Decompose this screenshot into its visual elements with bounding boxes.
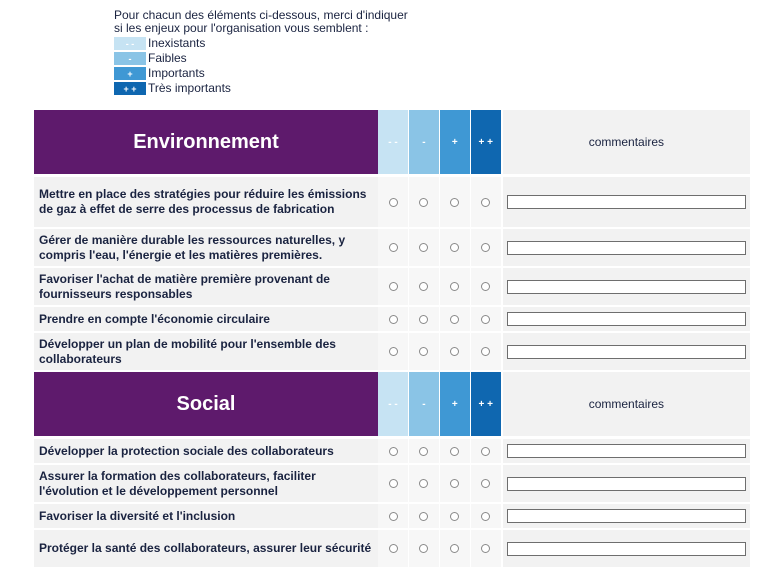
option-cell — [440, 439, 470, 463]
comment-input[interactable] — [507, 280, 746, 294]
option-cell — [409, 504, 439, 528]
radio-tres-important[interactable] — [481, 198, 490, 207]
level-inexistant-header: - - — [378, 110, 408, 174]
section-title: Environnement — [34, 110, 378, 174]
option-cell — [471, 530, 501, 567]
radio-important[interactable] — [450, 243, 459, 252]
option-cell — [378, 504, 408, 528]
option-cell — [409, 268, 439, 305]
option-cell — [471, 333, 501, 370]
option-cell — [471, 504, 501, 528]
option-cell — [440, 504, 470, 528]
intro-line-2: si les enjeux pour l'organisation vous semblent : — [114, 21, 369, 35]
radio-important[interactable] — [450, 479, 459, 488]
radio-tres-important[interactable] — [481, 512, 490, 521]
radio-important[interactable] — [450, 315, 459, 324]
comment-cell — [503, 504, 750, 528]
radio-important[interactable] — [450, 347, 459, 356]
option-cell — [440, 229, 470, 266]
radio-inexistant[interactable] — [389, 243, 398, 252]
level-tres-important-header: + + — [471, 110, 501, 174]
comment-input[interactable] — [507, 312, 746, 326]
comment-input[interactable] — [507, 195, 746, 209]
question-text: Développer la protection sociale des collaborateurs — [34, 439, 378, 463]
intro-line-1: Pour chacun des éléments ci-dessous, merci d'indiquer — [114, 8, 408, 22]
radio-tres-important[interactable] — [481, 315, 490, 324]
question-text: Mettre en place des stratégies pour réduire les émissions de gaz à effet de serre des processus de fabrication — [34, 177, 378, 227]
option-cell — [378, 229, 408, 266]
option-cell — [409, 333, 439, 370]
radio-inexistant[interactable] — [389, 315, 398, 324]
question-row — [34, 465, 750, 502]
radio-tres-important[interactable] — [481, 544, 490, 553]
option-cell — [471, 229, 501, 266]
question-text: Gérer de manière durable les ressources naturelles, y compris l'eau, l'énergie et les matières premières. — [34, 229, 378, 266]
question-row — [34, 333, 750, 370]
question-row — [34, 439, 750, 463]
option-cell — [378, 530, 408, 567]
radio-important[interactable] — [450, 282, 459, 291]
radio-faible[interactable] — [419, 447, 428, 456]
option-cell — [409, 229, 439, 266]
question-row — [34, 504, 750, 528]
comments-header: commentaires — [503, 372, 750, 436]
comment-input[interactable] — [507, 444, 746, 458]
radio-inexistant[interactable] — [389, 512, 398, 521]
radio-tres-important[interactable] — [481, 347, 490, 356]
option-cell — [471, 177, 501, 227]
radio-tres-important[interactable] — [481, 479, 490, 488]
question-text: Assurer la formation des collaborateurs, faciliter l'évolution et le développement personnel — [34, 465, 378, 502]
legend-item-tres-importants — [114, 81, 231, 96]
legend-item-faibles — [114, 51, 231, 66]
legend-item-inexistants — [114, 36, 231, 51]
legend-swatch: + + — [114, 82, 146, 95]
radio-important[interactable] — [450, 447, 459, 456]
question-text: Protéger la santé des collaborateurs, assurer leur sécurité — [34, 530, 378, 567]
option-cell — [409, 307, 439, 331]
comment-input[interactable] — [507, 477, 746, 491]
option-cell — [409, 530, 439, 567]
radio-inexistant[interactable] — [389, 198, 398, 207]
rating-legend — [114, 36, 231, 96]
option-cell — [440, 268, 470, 305]
comment-cell — [503, 465, 750, 502]
question-row — [34, 177, 750, 227]
level-faible-header: - — [409, 110, 439, 174]
comment-cell — [503, 333, 750, 370]
option-cell — [378, 439, 408, 463]
question-text: Favoriser l'achat de matière première provenant de fournisseurs responsables — [34, 268, 378, 305]
section-header — [34, 110, 750, 174]
comment-cell — [503, 307, 750, 331]
section-title: Social — [34, 372, 378, 436]
radio-inexistant[interactable] — [389, 479, 398, 488]
question-row — [34, 268, 750, 305]
level-important-header: + — [440, 372, 470, 436]
radio-inexistant[interactable] — [389, 544, 398, 553]
question-row — [34, 307, 750, 331]
radio-important[interactable] — [450, 198, 459, 207]
intro-text — [114, 9, 408, 35]
legend-item-importants — [114, 66, 231, 81]
radio-inexistant[interactable] — [389, 347, 398, 356]
option-cell — [471, 268, 501, 305]
legend-swatch: - - — [114, 37, 146, 50]
option-cell — [440, 177, 470, 227]
radio-tres-important[interactable] — [481, 243, 490, 252]
radio-faible[interactable] — [419, 347, 428, 356]
option-cell — [440, 333, 470, 370]
radio-faible[interactable] — [419, 243, 428, 252]
option-cell — [471, 439, 501, 463]
question-row — [34, 530, 750, 567]
legend-label: Très importants — [148, 81, 231, 95]
radio-important[interactable] — [450, 544, 459, 553]
survey-grid — [34, 110, 750, 569]
radio-faible[interactable] — [419, 198, 428, 207]
option-cell — [378, 465, 408, 502]
radio-faible[interactable] — [419, 282, 428, 291]
comment-cell — [503, 229, 750, 266]
radio-tres-important[interactable] — [481, 282, 490, 291]
radio-faible[interactable] — [419, 512, 428, 521]
level-faible-header: - — [409, 372, 439, 436]
option-cell — [440, 530, 470, 567]
option-cell — [409, 465, 439, 502]
legend-label: Importants — [148, 66, 205, 80]
legend-label: Faibles — [148, 51, 187, 65]
option-cell — [378, 333, 408, 370]
level-inexistant-header: - - — [378, 372, 408, 436]
radio-tres-important[interactable] — [481, 447, 490, 456]
comment-cell — [503, 177, 750, 227]
question-text: Développer un plan de mobilité pour l'ensemble des collaborateurs — [34, 333, 378, 370]
option-cell — [440, 465, 470, 502]
question-text: Prendre en compte l'économie circulaire — [34, 307, 378, 331]
legend-swatch: + — [114, 67, 146, 80]
comment-cell — [503, 268, 750, 305]
radio-inexistant[interactable] — [389, 282, 398, 291]
radio-faible[interactable] — [419, 544, 428, 553]
radio-faible[interactable] — [419, 315, 428, 324]
radio-inexistant[interactable] — [389, 447, 398, 456]
level-tres-important-header: + + — [471, 372, 501, 436]
option-cell — [471, 307, 501, 331]
legend-label: Inexistants — [148, 36, 206, 50]
option-cell — [471, 465, 501, 502]
option-cell — [440, 307, 470, 331]
comment-input[interactable] — [507, 345, 746, 359]
comments-header: commentaires — [503, 110, 750, 174]
level-important-header: + — [440, 110, 470, 174]
comment-cell — [503, 439, 750, 463]
comment-input[interactable] — [507, 542, 746, 556]
comment-input[interactable] — [507, 509, 746, 523]
question-text: Favoriser la diversité et l'inclusion — [34, 504, 378, 528]
option-cell — [409, 439, 439, 463]
comment-input[interactable] — [507, 241, 746, 255]
option-cell — [378, 177, 408, 227]
section-header — [34, 372, 750, 436]
question-row — [34, 229, 750, 266]
comment-cell — [503, 530, 750, 567]
legend-swatch: - — [114, 52, 146, 65]
option-cell — [378, 307, 408, 331]
radio-important[interactable] — [450, 512, 459, 521]
option-cell — [378, 268, 408, 305]
radio-faible[interactable] — [419, 479, 428, 488]
option-cell — [409, 177, 439, 227]
